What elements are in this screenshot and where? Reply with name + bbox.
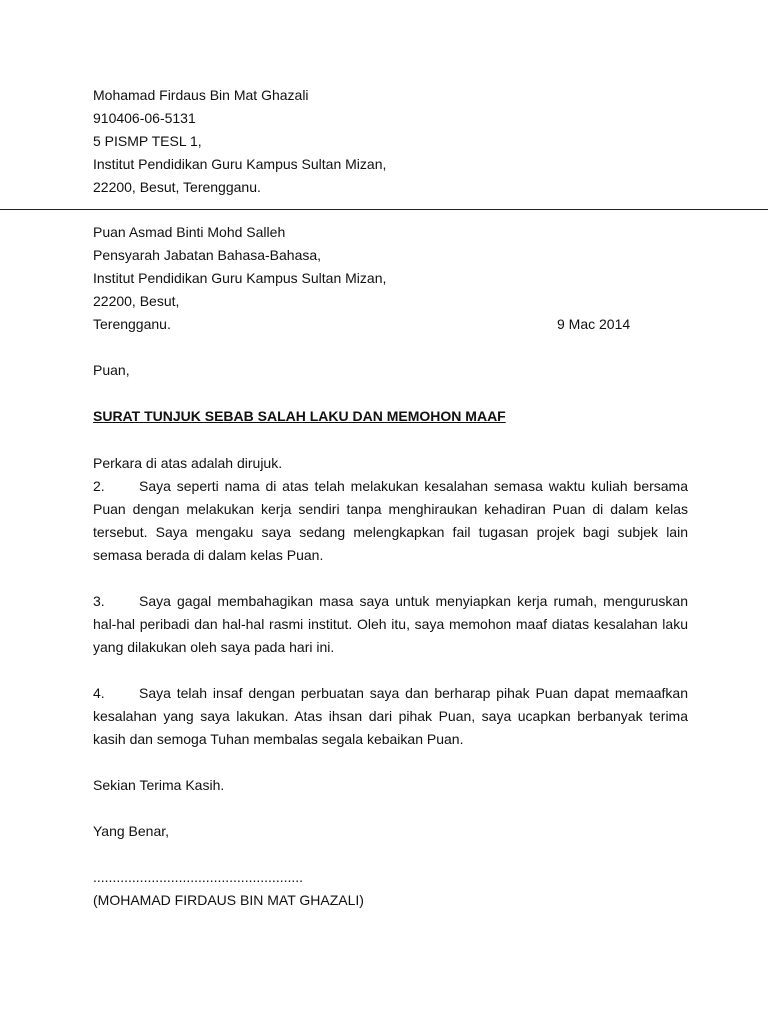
recipient-name: Puan Asmad Binti Mohd Salleh [93, 224, 286, 240]
sender-class: 5 PISMP TESL 1, [93, 133, 202, 149]
paragraph-3 [93, 590, 688, 659]
salutation: Puan, [93, 362, 130, 378]
sign-off: Yang Benar, [93, 823, 170, 839]
paragraph-text: Saya telah insaf dengan perbuatan saya dan berharap pihak Puan dapat memaafkan kesalahan yang saya lakukan. Atas ihsan dari pihak Puan, saya ucapkan berbanyak terima kasih dan semoga Tuhan membalas segala kebaikan Puan. [93, 685, 688, 747]
sender-name: Mohamad Firdaus Bin Mat Ghazali [93, 87, 309, 103]
closing-line: Sekian Terima Kasih. [93, 777, 225, 793]
paragraph-number: 2. [93, 478, 105, 494]
recipient-state: Terengganu. [93, 316, 171, 332]
signature-name: (MOHAMAD FIRDAUS BIN MAT GHAZALI) [93, 892, 364, 908]
recipient-postcode: 22200, Besut, [93, 293, 180, 309]
paragraph-number: 4. [93, 685, 105, 701]
sender-postal-address: 22200, Besut, Terengganu. [93, 179, 261, 195]
signature-line: ...................................................... [93, 869, 304, 885]
paragraph-2 [93, 475, 688, 567]
letter-subject: SURAT TUNJUK SEBAB SALAH LAKU DAN MEMOHON MAAF [93, 408, 506, 424]
sender-address [93, 84, 386, 199]
recipient-address [93, 221, 386, 336]
letter-date: 9 Mac 2014 [557, 316, 631, 332]
paragraph-text: Saya seperti nama di atas telah melakukan kesalahan semasa waktu kuliah bersama Puan dengan melakukan kerja sendiri tanpa menghiraukan kehadiran Puan di dalam kelas tersebut. Saya mengaku saya sedang melengkapkan fail tugasan projek bagi subjek lain semasa berada di dalam kelas Puan. [93, 478, 688, 563]
sender-institute: Institut Pendidikan Guru Kampus Sultan Mizan, [93, 156, 387, 172]
recipient-position: Pensyarah Jabatan Bahasa-Bahasa, [93, 247, 322, 263]
paragraph-text: Saya gagal membahagikan masa saya untuk menyiapkan kerja rumah, menguruskan hal-hal peribadi dan hal-hal rasmi institut. Oleh itu, saya memohon maaf diatas kesalahan laku yang dilakukan oleh saya pada hari ini. [93, 593, 688, 655]
header-divider [0, 209, 768, 210]
paragraph-number: 3. [93, 593, 105, 609]
sender-ic: 910406-06-5131 [93, 110, 196, 126]
reference-line: Perkara di atas adalah dirujuk. [93, 455, 283, 471]
recipient-institute: Institut Pendidikan Guru Kampus Sultan Mizan, [93, 270, 387, 286]
paragraph-4 [93, 682, 688, 751]
